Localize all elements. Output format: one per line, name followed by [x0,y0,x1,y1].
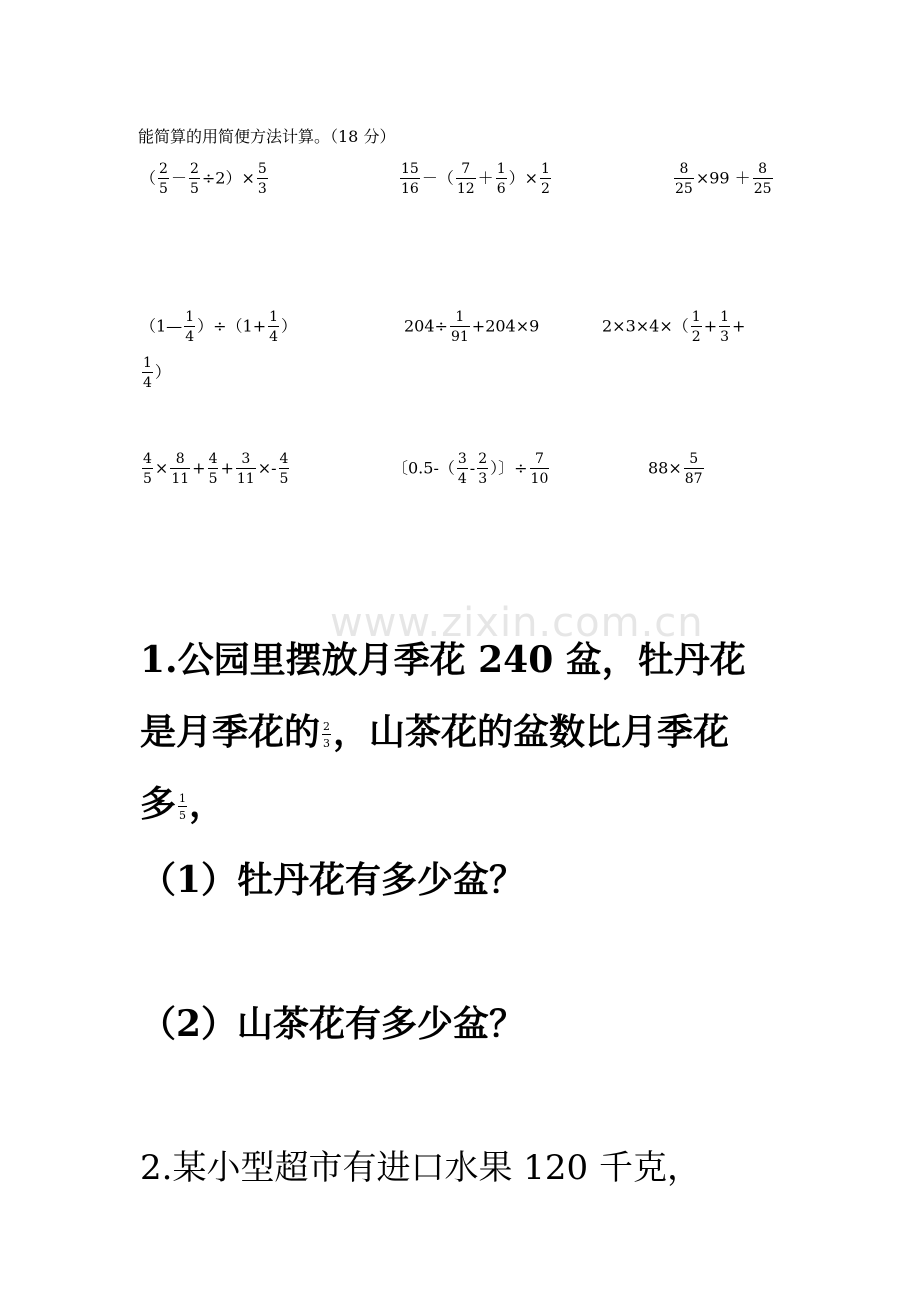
expression-5 [404,310,539,344]
expr-text: ） [281,316,298,336]
fraction: $\frac{1}{2}$ [541,161,550,197]
expr-text: ）〕÷ [490,458,528,478]
expr-text: + [703,316,718,336]
fraction: $\frac{5}{3}$ [257,161,267,197]
fraction: $\frac{4}{5}$ [279,451,289,487]
fraction: $\frac{1}{2}$ [691,309,701,345]
fraction: $\frac{2}{3}$ [478,451,488,487]
expr-text: + [192,458,206,478]
fraction: $\frac{4}{5}$ [208,451,218,487]
fraction: $\frac{7}{12}$ [456,161,475,197]
expr-text: - [469,458,476,478]
expression-6-part-a [602,310,745,344]
problem-text: ，山茶花的盆数比月季花 [333,711,730,753]
expr-text: + [220,458,234,478]
expr-text: ）× [508,168,539,188]
expr-text: 〔0.5-（ [392,458,455,478]
problem-1-line-1: 1.公园里摆放月季花 240 盆，牡丹花 [140,639,746,681]
expr-text: ）÷（1+ [197,316,267,336]
fraction: $\frac{1}{3}$ [720,309,730,345]
expression-6-part-b [140,356,171,390]
expr-text: 88× [648,458,682,478]
problem-text: ， [189,783,226,825]
expr-text: － [170,168,187,188]
fraction: $\frac{8}{25}$ [753,161,772,197]
fraction: $\frac{1}{4}$ [143,355,152,391]
fraction: $\frac{7}{10}$ [530,451,549,487]
fraction: $\frac{4}{5}$ [143,451,152,487]
fraction: $\frac{1}{6}$ [496,161,506,197]
expr-text: ＋ [477,168,494,188]
expression-3 [672,162,775,196]
section-heading: 能简算的用简便方法计算。（18 分） [138,127,396,146]
fraction: $\frac{1}{91}$ [450,309,469,345]
expression-7 [140,452,291,486]
problem-1-question-1: （1）牡丹花有多少盆？ [140,859,526,901]
problem-2-line-1: 2.某小型超市有进口水果 120 千克， [140,1148,701,1188]
fraction: $\frac{2}{3}$ [323,720,331,750]
problem-1-line-2 [140,704,729,755]
expr-text: ×99 ＋ [695,168,751,188]
expr-text: （1— [140,316,183,336]
fraction: $\frac{3}{11}$ [236,451,255,487]
fraction: $\frac{15}{16}$ [401,161,419,197]
problem-text: 是月季花的 [140,711,321,753]
expr-text: （ [140,168,157,188]
expression-8 [392,452,551,486]
expr-text: －（ [421,168,454,188]
expr-text: 2×3×4×（ [602,316,689,336]
expr-text: ÷2）× [201,168,255,188]
expression-1 [140,162,270,196]
expr-text: × [154,458,169,478]
expression-2 [398,162,553,196]
fraction: $\frac{8}{25}$ [675,161,693,197]
fraction: $\frac{3}{4}$ [457,451,467,487]
expr-text: +204×9 [471,316,540,336]
expr-text: ×- [257,458,277,478]
watermark: www.zixin.com.cn [330,600,704,646]
fraction: $\frac{8}{11}$ [171,451,190,487]
fraction: $\frac{5}{87}$ [684,451,703,487]
expr-text: 204÷ [404,316,448,336]
problem-text: 多 [140,783,177,825]
problem-1-line-3 [140,776,225,827]
expr-text: + [732,316,746,336]
fraction: $\frac{2}{5}$ [159,161,168,197]
expression-4 [140,310,297,344]
fraction: $\frac{1}{5}$ [179,792,187,822]
fraction: $\frac{1}{4}$ [185,309,195,345]
fraction: $\frac{1}{4}$ [269,309,279,345]
problem-1-question-2: （2）山茶花有多少盆？ [140,1003,526,1045]
expression-9 [648,452,706,486]
fraction: $\frac{2}{5}$ [189,161,199,197]
expr-text: ） [154,362,171,382]
